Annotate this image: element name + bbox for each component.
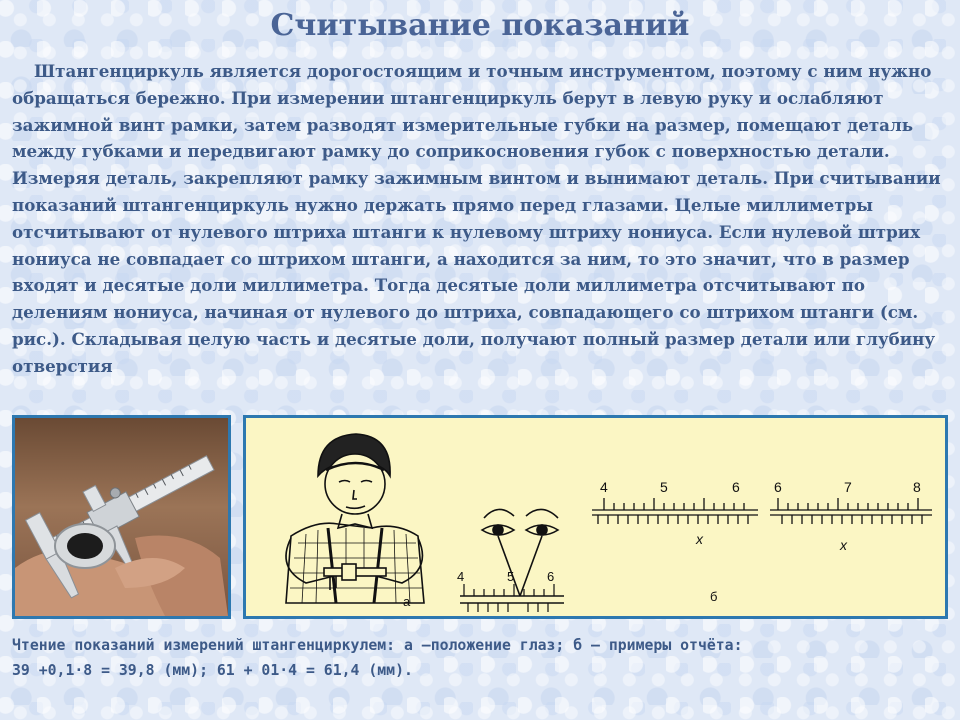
- eye-scale-label-4: 4: [457, 569, 465, 584]
- scale1-label-6: 6: [732, 479, 740, 495]
- caption-line-1: Чтение показаний измерений штангенциркулем: а –положение глаз; б – примеры отчёта:: [12, 637, 743, 654]
- caption-line-2: 39 +0,1·8 = 39,8 (мм); 61 + 01·4 = 61,4 (мм).: [12, 661, 413, 679]
- eye-scale-label-5: 5: [507, 569, 515, 584]
- scale1-mark: x: [696, 531, 703, 547]
- caliper-photo-drawing: [15, 418, 228, 616]
- scale2-mark: x: [840, 537, 847, 553]
- reading-diagram: [246, 418, 945, 616]
- label-b: б: [710, 589, 718, 604]
- vernier-scale-1: [592, 498, 758, 524]
- boy-illustration: [286, 434, 424, 603]
- scale2-label-6: 6: [774, 479, 782, 495]
- diagram-panel: [243, 415, 948, 619]
- eye-scale-label-6: 6: [547, 569, 555, 584]
- scale2-label-7: 7: [844, 479, 852, 495]
- figure-caption: [12, 634, 947, 683]
- caliper-photo: [12, 415, 231, 619]
- scale1-label-5: 5: [660, 479, 668, 495]
- scale2-label-8: 8: [913, 479, 921, 495]
- slide-title: Считывание показаний: [270, 8, 690, 43]
- vernier-scale-2: [770, 498, 932, 524]
- body-paragraph: Штангенциркуль является дорогостоящим и точным инструментом, поэтому с ним нужно обращаться бережно. При измерении штангенциркуль берут в левую руку и ослабляют зажимной винт рамки, затем разводят измерительные губки на размер, помещают деталь между губками и передвигают рамку до соприкосновения губок с поверхностью детали. Измеряя деталь, закрепляют рамку зажимным винтом и вынимают деталь. При считывании показаний штангенциркуль нужно держать прямо перед глазами. Целые миллиметры отсчитывают от нулевого штриха штанги к нулевому штриху нониуса. Если нулевой штрих нониуса не совпадает со штрихом штанги, а находится за ним, то это значит, что в размер входят и десятые доли миллиметра. Тогда десятые доли миллиметра отсчитывают по делениям нониуса, начиная от нулевого до штриха, совпадающего со штрихом штанги (см. рис.). Складывая целую часть и десятые доли, получают полный размер детали или глубину отверстия: [12, 61, 941, 376]
- eye-position-diagram: [460, 509, 564, 612]
- label-a: а: [403, 594, 411, 609]
- scale1-label-4: 4: [600, 479, 608, 495]
